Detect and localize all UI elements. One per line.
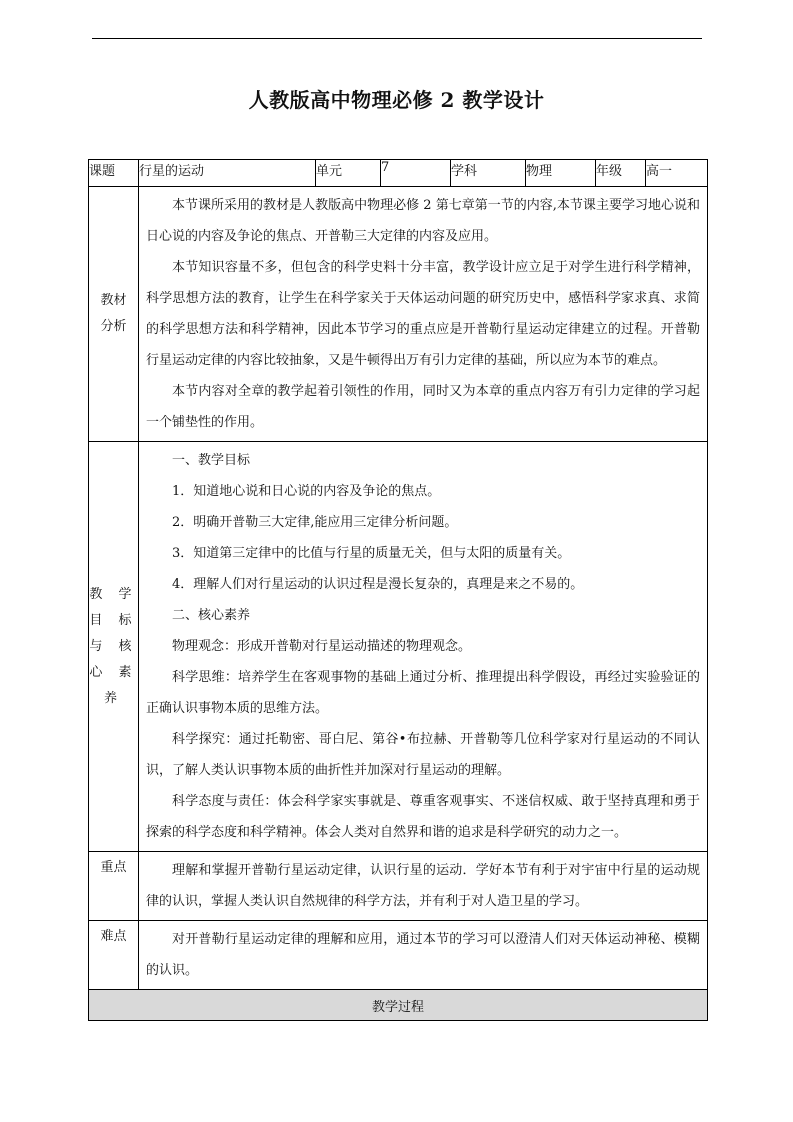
goals-content — [139, 442, 708, 852]
key-point-label: 重点 — [89, 852, 139, 921]
goals-label-line: 与 核 — [89, 638, 138, 654]
analysis-label-line: 分析 — [100, 319, 127, 334]
topic-value: 行星的运动 — [139, 160, 316, 187]
analysis-label — [89, 187, 139, 442]
analysis-paragraph: 本节内容对全章的教学起着引领性的作用，同时又为本章的重点内容万有引力定律的学习起一个铺垫性的作用。 — [146, 384, 700, 430]
grade-label: 年级 — [596, 160, 646, 187]
difficulty-label: 难点 — [89, 921, 139, 990]
literacy-item: 物理观念：形成开普勒对行星运动描述的物理观念。 — [172, 639, 472, 654]
goals-heading: 一、教学目标 — [172, 453, 251, 468]
subject-value: 物理 — [526, 160, 596, 187]
goals-label-line: 养 — [103, 690, 123, 706]
process-header: 教学过程 — [89, 990, 708, 1021]
goals-label — [89, 442, 139, 852]
literacy-item: 科学思维：培养学生在客观事物的基础上通过分析、推理提出科学假设，再经过实验验证的正确认识事物本质的思维方法。 — [146, 670, 700, 716]
header-row — [89, 160, 708, 187]
goals-row — [89, 442, 708, 852]
goals-label-line: 心 素 — [89, 664, 138, 680]
literacy-item: 科学探究：通过托勒密、哥白尼、第谷•布拉赫、开普勒等几位科学家对行星运动的不同认识，了解人类认识事物本质的曲折性并加深对行星运动的理解。 — [146, 732, 700, 778]
key-point-text: 理解和掌握开普勒行星运动定律，认识行星的运动．学好本节有利于对宇宙中行星的运动规律的认识，掌握人类认识自然规律的科学方法，并有利于对人造卫星的学习。 — [146, 863, 700, 909]
difficulty-row — [89, 921, 708, 990]
process-row — [89, 990, 708, 1021]
topic-label: 课题 — [89, 160, 139, 187]
unit-value: 7 — [381, 160, 451, 187]
literacy-heading: 二、核心素养 — [172, 608, 251, 623]
analysis-label-line: 教材 — [100, 293, 127, 308]
subject-label: 学科 — [451, 160, 526, 187]
key-point-row — [89, 852, 708, 921]
page-title: 人教版高中物理必修 2 教学设计 — [248, 88, 545, 112]
grade-value: 高一 — [646, 160, 708, 187]
top-rule — [92, 38, 702, 39]
goal-item: 4．理解人们对行星运动的认识过程是漫长复杂的，真理是来之不易的。 — [172, 577, 584, 592]
unit-label: 单元 — [316, 160, 381, 187]
key-point-content — [139, 852, 708, 921]
goal-item: 1．知道地心说和日心说的内容及争论的焦点。 — [172, 484, 441, 499]
difficulty-text: 对开普勒行星运动定律的理解和应用，通过本节的学习可以澄清人们对天体运动神秘、模糊的认识。 — [146, 932, 700, 978]
literacy-item: 科学态度与责任：体会科学家实事就是、尊重客观事实、不迷信权威、敢于坚持真理和勇于探索的科学态度和科学精神。体会人类对自然界和谐的追求是科学研究的动力之一。 — [146, 794, 700, 840]
analysis-row — [89, 187, 708, 442]
analysis-content — [139, 187, 708, 442]
goals-label-line: 目 标 — [89, 612, 138, 628]
goals-label-line: 教 学 — [89, 586, 138, 602]
goal-item: 3．知道第三定律中的比值与行星的质量无关，但与太阳的质量有关。 — [172, 546, 571, 561]
goal-item: 2．明确开普勒三大定律,能应用三定律分析问题。 — [172, 515, 458, 530]
difficulty-content — [139, 921, 708, 990]
analysis-paragraph: 本节课所采用的教材是人教版高中物理必修 2 第七章第一节的内容,本节课主要学习地心说和日心说的内容及争论的焦点、开普勒三大定律的内容及应用。 — [146, 198, 700, 244]
lesson-plan-table — [88, 159, 708, 1021]
analysis-paragraph: 本节知识容量不多，但包含的科学史料十分丰富，教学设计应立足于对学生进行科学精神，科学思想方法的教育，让学生在科学家关于天体运动问题的研究历史中，感悟科学家求真、求简的科学思想方法和科学精神，因此本节学习的重点应是开普勒行星运动定律建立的过程。开普勒行星运动定律的内容比较抽象，又是牛顿得出万有引力定律的基础，所以应为本节的难点。 — [146, 260, 700, 368]
